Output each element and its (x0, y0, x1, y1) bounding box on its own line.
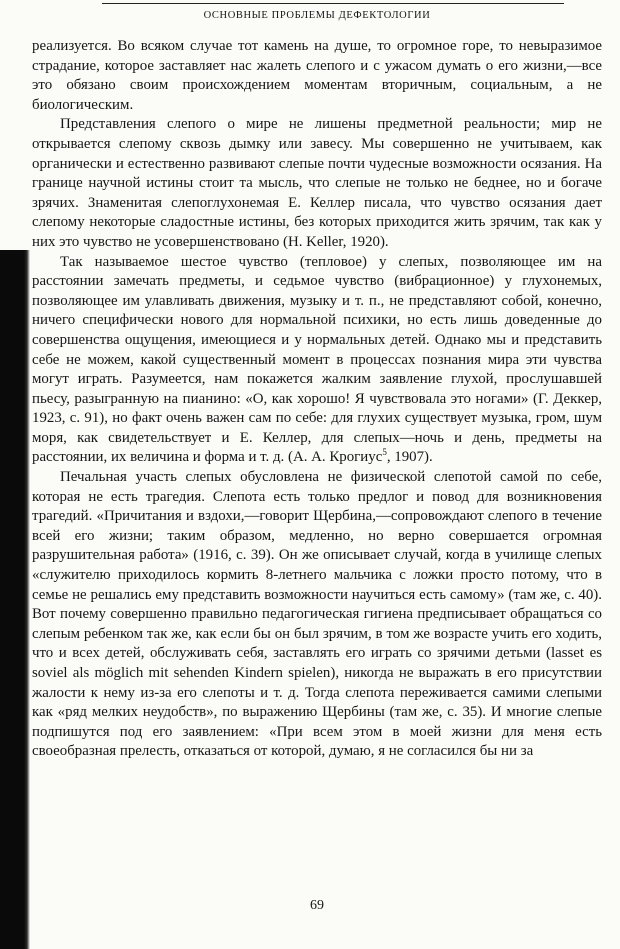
header-rule (102, 3, 564, 4)
paragraph-3-tail: , 1907). (386, 449, 433, 466)
paragraph-4: Печальная участь слепых обусловлена не физической слепотой самой по себе, которая не есть трагедия. Слепота есть только предлог и повод для возникновения трагедий. «Причитания и вздохи,—говорит Щербина,—сопровождают слепого в течение всей его жизни; таким образом, медленно, но верно совершается огромная разрушительная работа» (1916, с. 39). Он же описывает случай, когда в училище слепых «служителю приходилось кормить 8-летнего мальчика с ложки просто потому, что в семье не решались ему представить возможности научиться есть самому» (там же, с. 40). Вот почему совершенно правильно педагогическая гигиена предписывает обращаться со слепым ребенком так же, как если бы он был зрячим, в том же возрасте учить его ходить, что и всех детей, обслуживать себя, заставлять его играть со зрячими детьми (lasset es soviel als möglich mit sehenden Kindern spielen), никогда не выражать в его присутствии жалости к нему из-за его слепоты и т. д. Тогда слепота переживается самими слепыми как «ряд мелких неудобств», по выражению Щербины (там же, с. 35). И многие слепые подпишутся под его заявлением: «При всем этом в моей жизни для меня есть своеобразная прелесть, отказаться от которой, думаю, я не согласился бы ни за (32, 469, 602, 760)
footnote-marker: 5 (382, 447, 387, 458)
paragraph-3-text: Так называемое шестое чувство (тепловое) у слепых, позволяющее им на расстоянии замечать предметы, и седьмое чувство (вибрационное) у глухонемых, позволяющее им улавливать движения, музыку и т. п., не представляют собой, конечно, ничего специфически нового для нормальной психики, но есть лишь доведенные до совершенства ощущения, имеющиеся и у нормальных детей. Однако мы и представить себе не можем, какой существенный момент в процессах познания мира эти чувства могут играть. Разумеется, нам покажется жалким заявление глухой, прослушавшей пьесу, разыгранную на пианино: «О, как хорошо! Я чувствовала это ногами» (Г. Деккер, 1923, с. 91), но факт очень важен сам по себе: для глухих существует музыка, гром, шум моря, как свидетельствует и Е. Келлер, для слепых—ночь и день, предметы на расстоянии, их величина и форма и т. д. (А. А. Крогиус (32, 253, 602, 466)
scan-shadow-edge (0, 250, 30, 949)
body-text (32, 37, 602, 762)
paragraph-3 (32, 253, 602, 469)
running-header: ОСНОВНЫЕ ПРОБЛЕМЫ ДЕФЕКТОЛОГИИ (203, 10, 431, 21)
paragraph-2: Представления слепого о мире не лишены предметной реальности; мир не открывается слепому сквозь дымку или завесу. Мы совершенно не учитываем, как органически и естественно развивают слепые почти чудесные возможности осязания. На границе научной истины стоит та мысль, что слепые не только не беднее, но и богаче зрячих. Знаменитая слепоглухонемая Е. Келлер писала, что чувство осязания дает слепому некоторые сладостные истины, без которых приходится жить зрячим, так как у них это чувство не усовершенствовано (H. Keller, 1920). (32, 116, 602, 250)
page-number: 69 (310, 898, 324, 913)
paragraph-1: реализуется. Во всяком случае тот камень на душе, то огромное горе, то невыразимое страдание, которое заставляет нас жалеть слепого и с ужасом думать о его жизни,—все это обязано своим происхождением моментам вторичным, социальным, а не биологическим. (32, 38, 602, 113)
